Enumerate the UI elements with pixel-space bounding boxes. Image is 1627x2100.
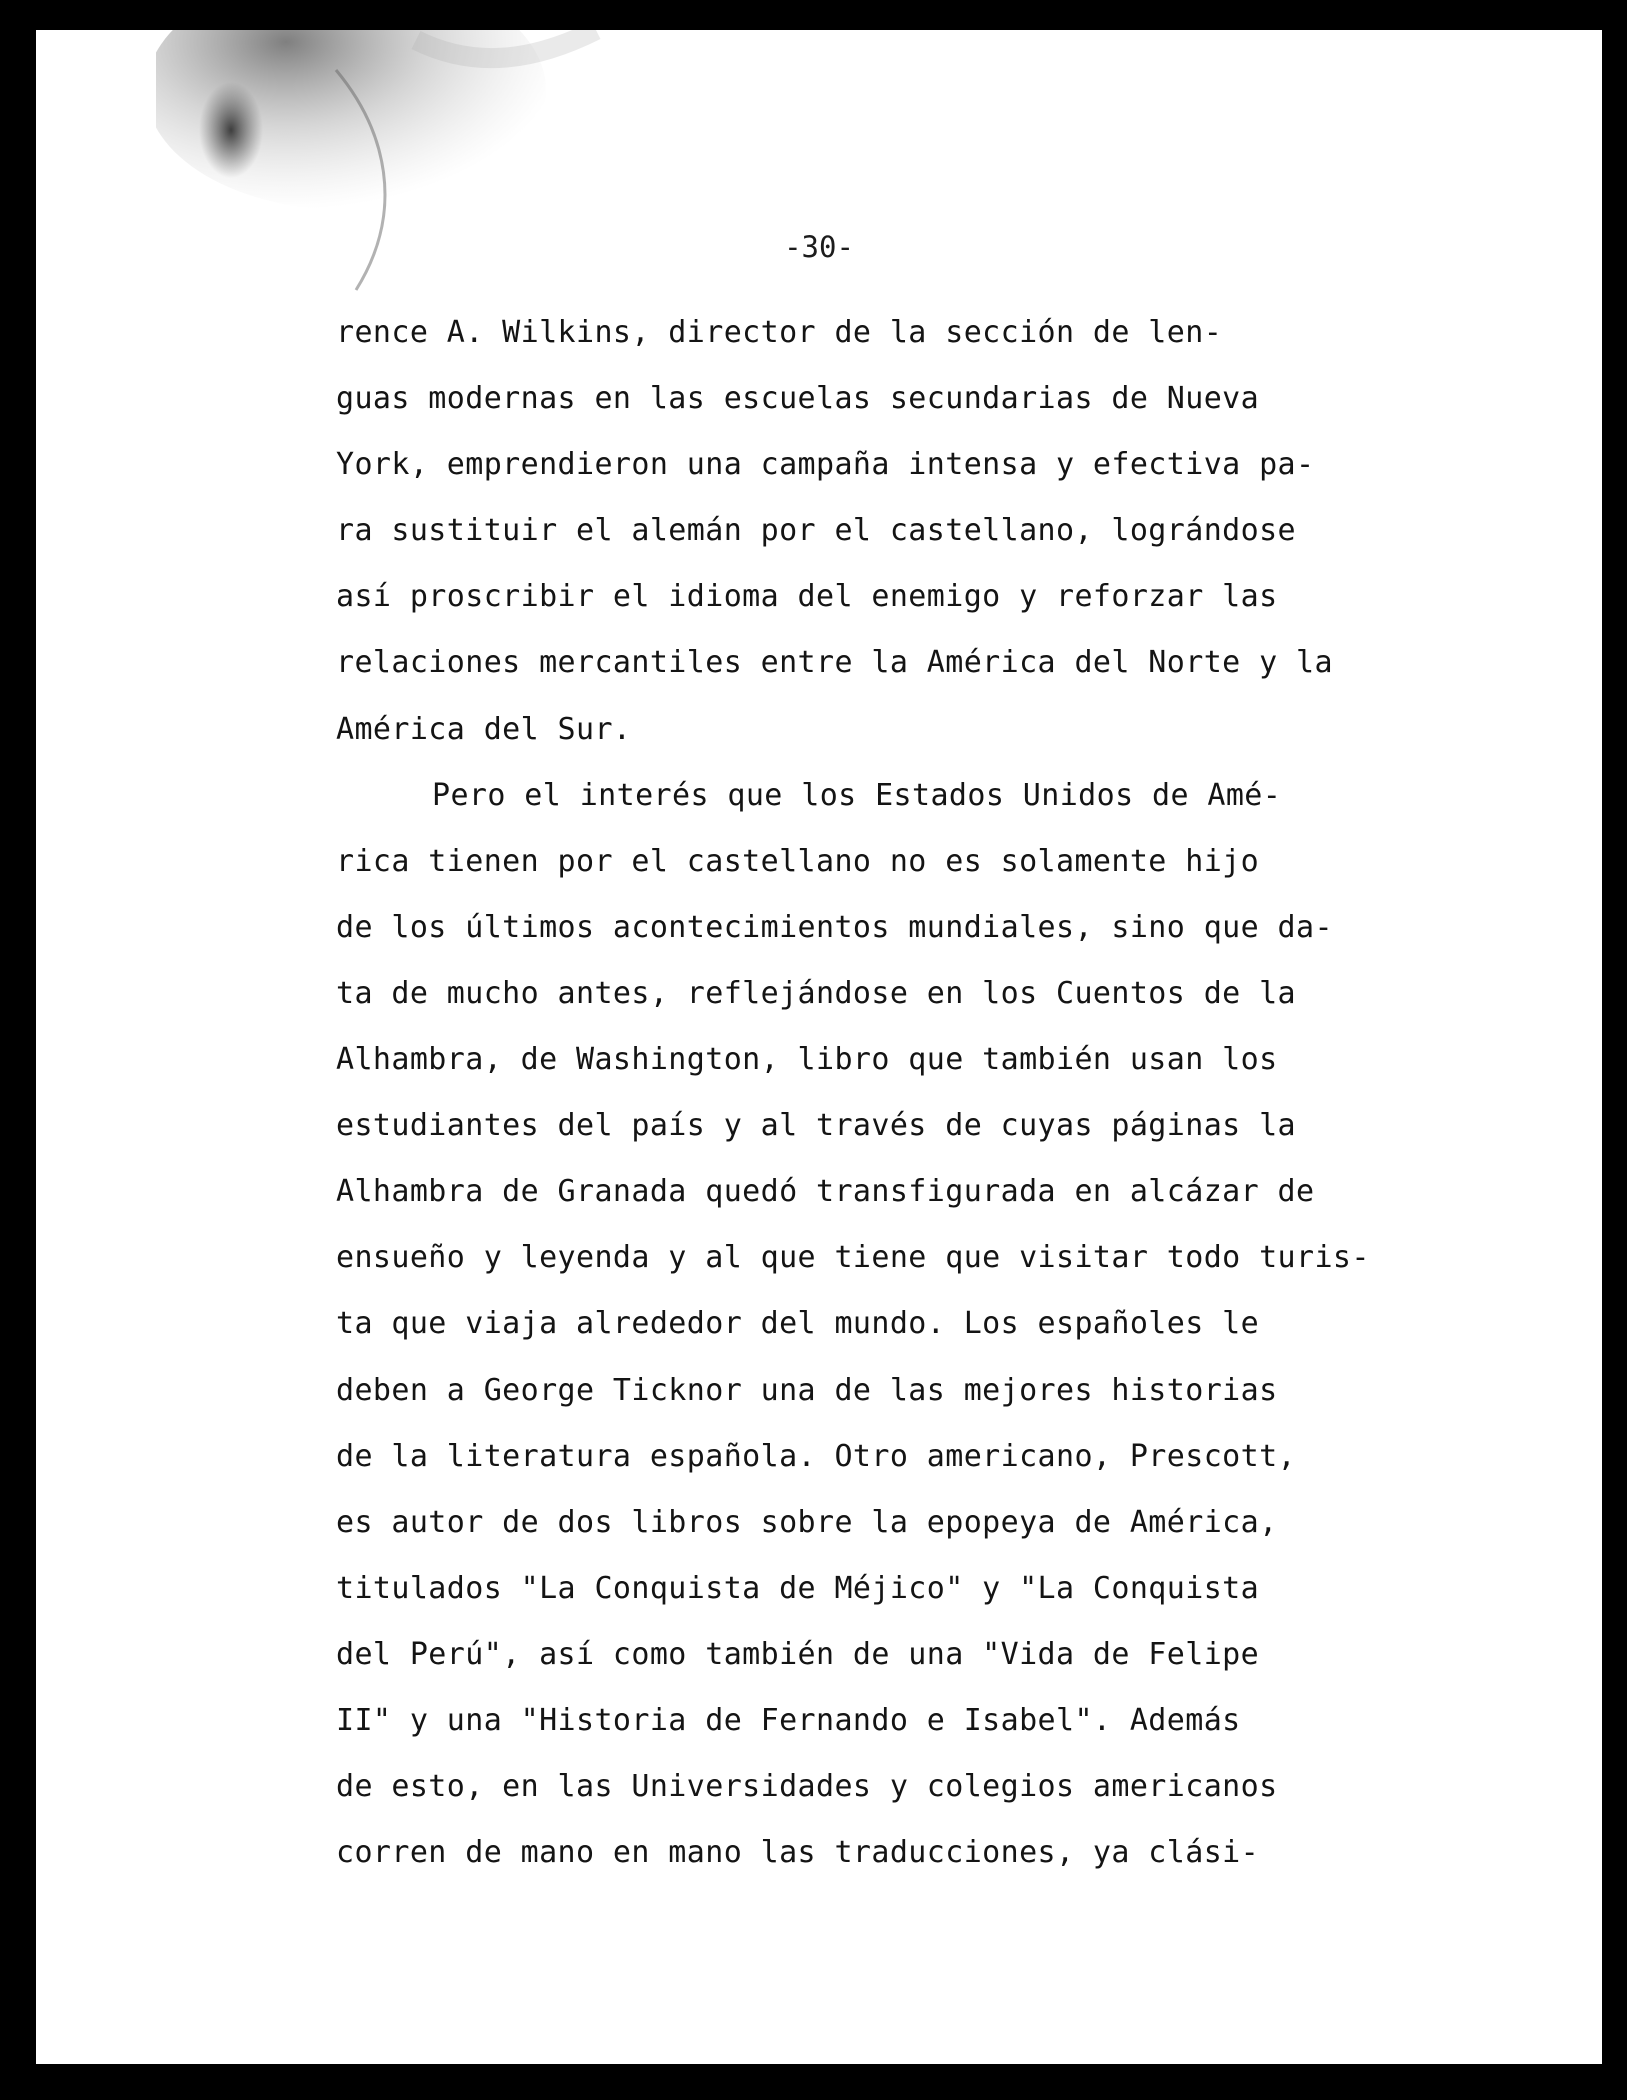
text-line: Alhambra, de Washington, libro que también usan los <box>336 1042 1278 1078</box>
text-line: titulados "La Conquista de Méjico" y "La Conquista <box>336 1570 1260 1606</box>
text-line: América del Sur. <box>336 711 632 747</box>
text-line: de esto, en las Universidades y colegios americanos <box>336 1769 1278 1805</box>
text-line: es autor de dos libros sobre la epopeya de América, <box>336 1504 1278 1540</box>
text-line: deben a George Ticknor una de las mejores historias <box>336 1372 1278 1408</box>
body-text <box>336 300 1456 1886</box>
text-line: del Perú", así como también de una "Vida de Felipe <box>336 1636 1260 1672</box>
text-line: relaciones mercantiles entre la América del Norte y la <box>336 645 1333 681</box>
text-line: de la literatura española. Otro americano, Prescott, <box>336 1438 1296 1474</box>
page-number: -30- <box>784 230 854 264</box>
text-line: ta de mucho antes, reflejándose en los Cuentos de la <box>336 975 1296 1011</box>
document-page <box>36 30 1602 2064</box>
paragraph-start-line: Pero el interés que los Estados Unidos de Amé- <box>432 777 1282 813</box>
text-line: rence A. Wilkins, director de la sección de len- <box>336 315 1223 350</box>
text-line: ensueño y leyenda y al que tiene que visitar todo turis- <box>336 1240 1370 1276</box>
text-line: guas modernas en las escuelas secundarias de Nueva <box>336 381 1260 417</box>
text-line: de los últimos acontecimientos mundiales, sino que da- <box>336 909 1333 945</box>
text-line: así proscribir el idioma del enemigo y reforzar las <box>336 579 1278 615</box>
text-line: ra sustituir el alemán por el castellano, lográndose <box>336 513 1296 549</box>
text-line: ta que viaja alrededor del mundo. Los españoles le <box>336 1306 1260 1342</box>
text-line: rica tienen por el castellano no es solamente hijo <box>336 843 1260 879</box>
text-line: estudiantes del país y al través de cuyas páginas la <box>336 1108 1296 1144</box>
text-line: II" y una "Historia de Fernando e Isabel". Además <box>336 1702 1241 1738</box>
text-line: York, emprendieron una campaña intensa y efectiva pa- <box>336 447 1315 483</box>
text-line: Alhambra de Granada quedó transfigurada en alcázar de <box>336 1174 1315 1210</box>
text-line: corren de mano en mano las traducciones, ya clási- <box>336 1835 1260 1871</box>
